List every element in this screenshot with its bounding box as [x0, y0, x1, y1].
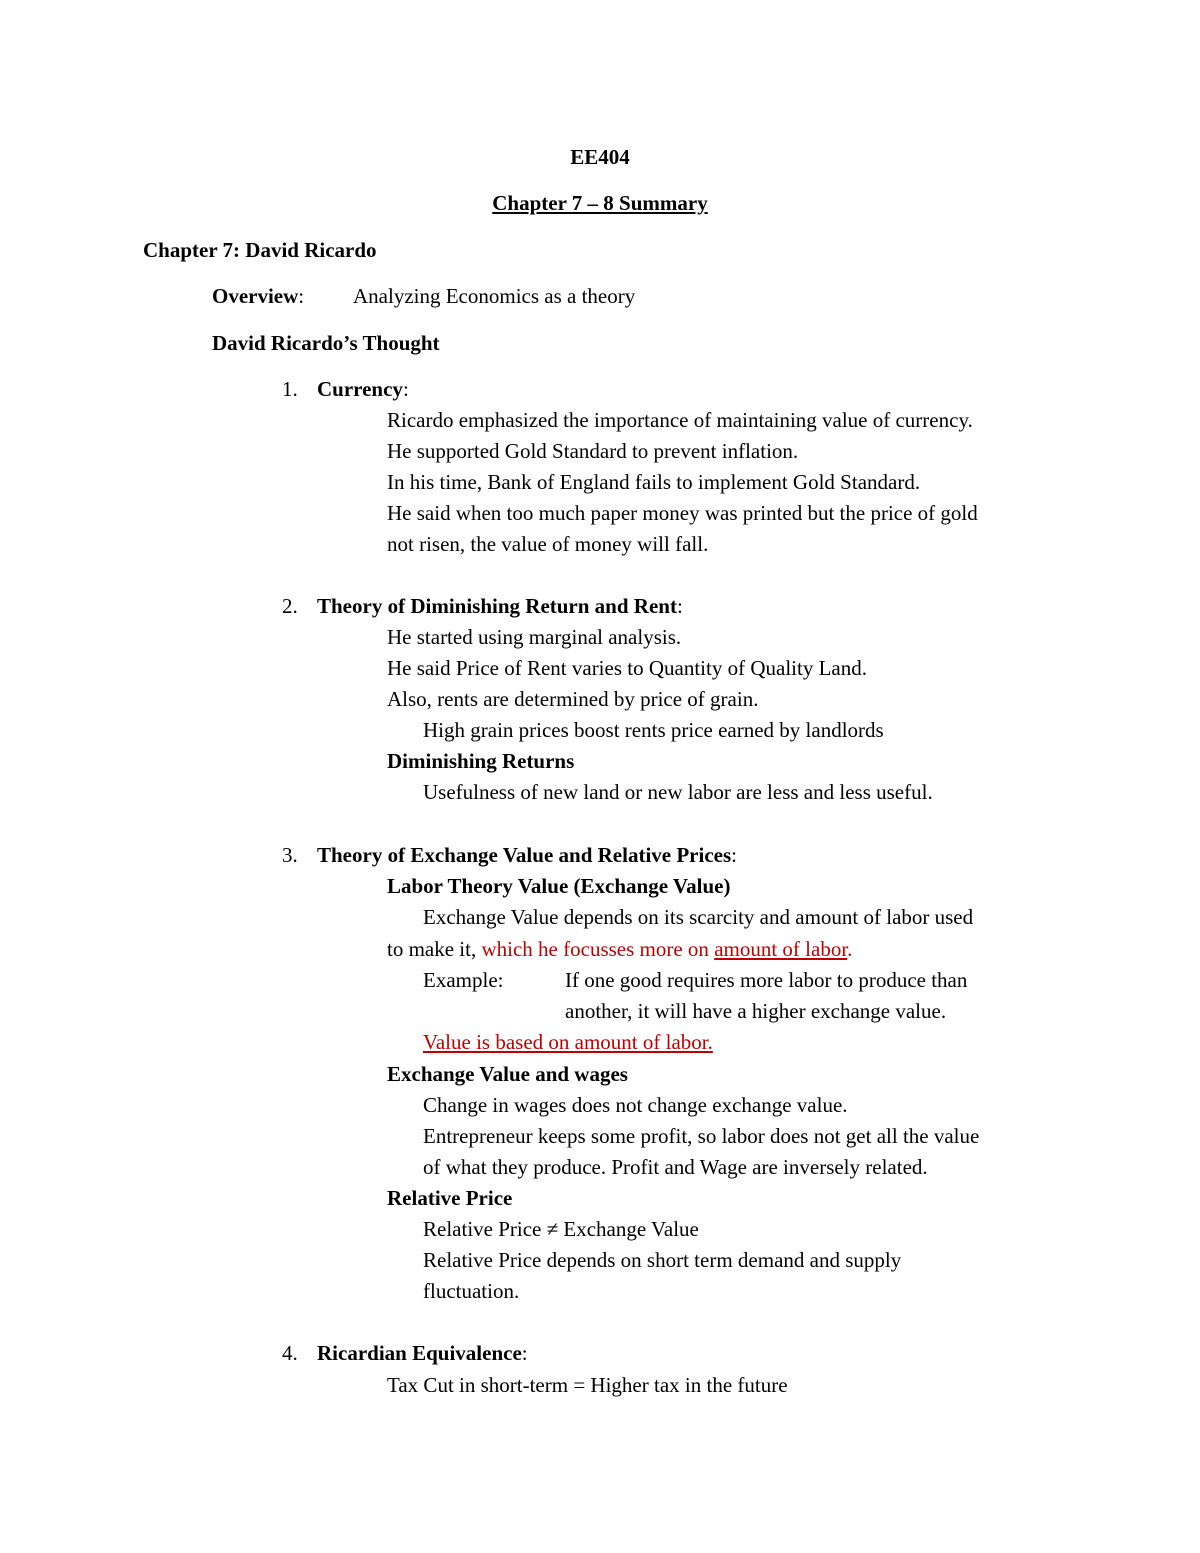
body-line: Exchange Value depends on its scarcity and amount of labor used [423, 905, 974, 929]
overview-colon: : [298, 284, 305, 308]
sub-heading: Exchange Value and wages [387, 1062, 628, 1086]
body-line: He said when too much paper money was printed but the price of gold [387, 501, 978, 525]
list-item-title [317, 376, 409, 402]
title-colon: : [402, 377, 409, 401]
plain-text: to make it, [387, 937, 482, 961]
list-item-title [317, 1340, 528, 1366]
overview-text: Analyzing Economics as a theory [353, 284, 636, 308]
body-line: another, it will have a higher exchange value. [565, 999, 947, 1023]
body-line-highlighted [387, 936, 852, 962]
body-line: Relative Price ≠ Exchange Value [423, 1217, 699, 1241]
highlight-text: . [847, 937, 853, 961]
currency-title: Currency [317, 377, 403, 401]
title-colon: : [676, 594, 683, 618]
exchange-value-title: Theory of Exchange Value and Relative Prices [317, 843, 732, 867]
body-line: Change in wages does not change exchange value. [423, 1093, 848, 1117]
document-title: Chapter 7 – 8 Summary [492, 191, 708, 215]
chapter-heading: Chapter 7: David Ricardo [143, 238, 377, 262]
title-colon: : [731, 843, 737, 867]
overview-label: Overview [212, 284, 299, 308]
list-number: 3. [282, 843, 298, 867]
highlight-underlined-text: amount of labor [714, 937, 848, 961]
example-label: Example: [423, 968, 504, 992]
body-line: High grain prices boost rents price earned by landlords [423, 718, 884, 742]
highlight-text: which he focusses more on [481, 937, 715, 961]
body-line: Tax Cut in short-term = Higher tax in the future [387, 1373, 788, 1397]
sub-heading: Diminishing Returns [387, 749, 575, 773]
body-line: In his time, Bank of England fails to implement Gold Standard. [387, 470, 921, 494]
body-line: He supported Gold Standard to prevent inflation. [387, 439, 799, 463]
list-number: 1. [282, 377, 298, 401]
list-item-title [317, 842, 737, 868]
body-line: fluctuation. [423, 1279, 520, 1303]
title-colon: : [521, 1341, 528, 1365]
body-line: not risen, the value of money will fall. [387, 532, 709, 556]
body-line: He said Price of Rent varies to Quantity of Quality Land. [387, 656, 867, 680]
ricardian-equivalence-title: Ricardian Equivalence [317, 1341, 522, 1365]
body-line: Ricardo emphasized the importance of maintaining value of currency. [387, 408, 973, 432]
body-line: of what they produce. Profit and Wage are inversely related. [423, 1155, 928, 1179]
overview-row [212, 283, 304, 309]
body-line: If one good requires more labor to produce than [565, 968, 968, 992]
list-number: 4. [282, 1341, 298, 1365]
sub-heading: Labor Theory Value (Exchange Value) [387, 874, 731, 898]
body-line: Usefulness of new land or new labor are less and less useful. [423, 780, 933, 804]
body-line: Entrepreneur keeps some profit, so labor does not get all the value [423, 1124, 980, 1148]
course-code: EE404 [570, 145, 630, 169]
list-number: 2. [282, 594, 298, 618]
body-line: Also, rents are determined by price of grain. [387, 687, 759, 711]
body-line: He started using marginal analysis. [387, 625, 682, 649]
highlight-note: Value is based on amount of labor. [423, 1030, 713, 1054]
sub-heading: Relative Price [387, 1186, 513, 1210]
body-line: Relative Price depends on short term demand and supply [423, 1248, 902, 1272]
section-heading: David Ricardo’s Thought [212, 331, 440, 355]
diminishing-return-title: Theory of Diminishing Return and Rent [317, 594, 677, 618]
list-item-title [317, 593, 683, 619]
